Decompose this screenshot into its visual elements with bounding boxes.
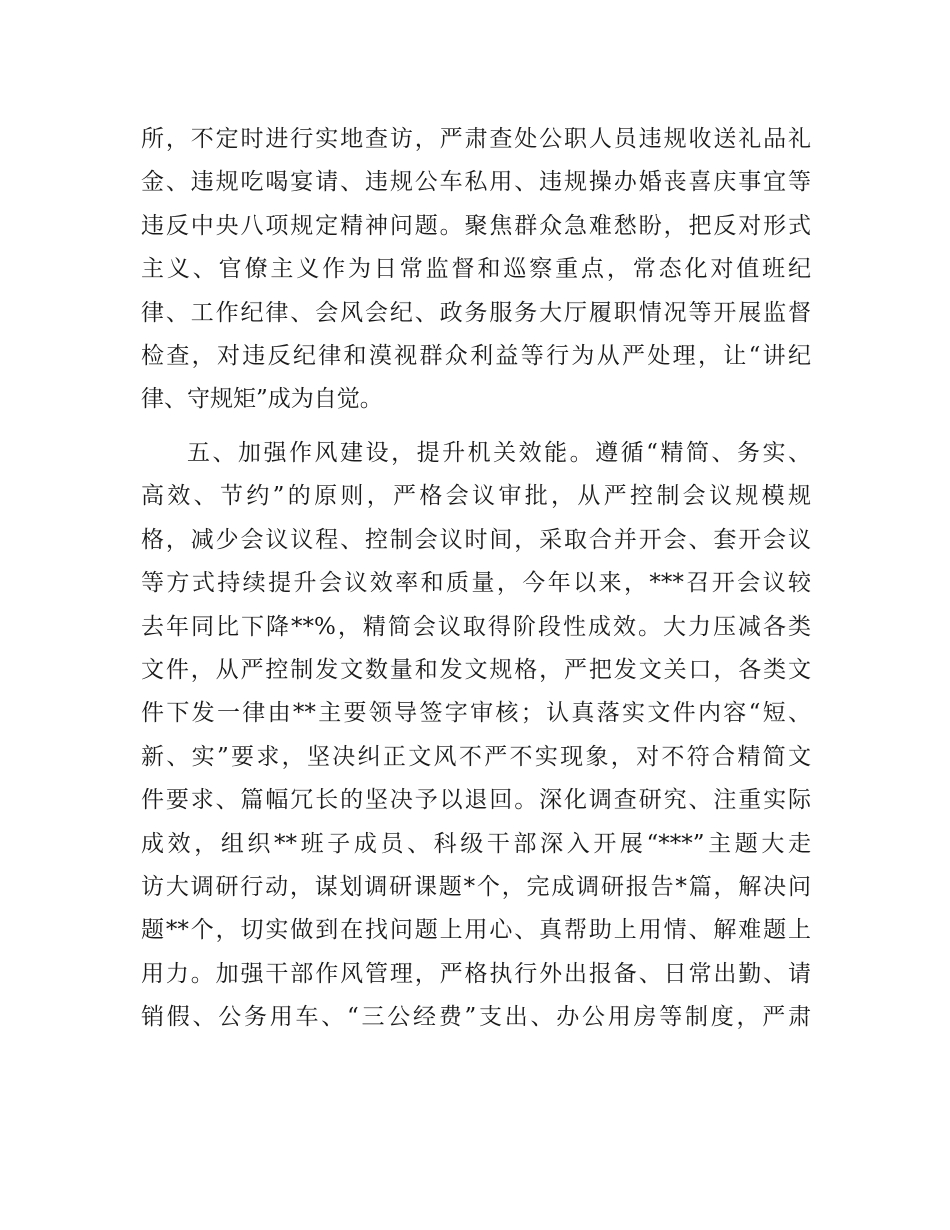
paragraph-2-line-12: 题**个，切实做到在找问题上用心、真帮助上用情、解难题上: [141, 917, 811, 944]
paragraph-2-line-14: 销假、公务用车、“三公经费”支出、办公用房等制度，严肃: [141, 1004, 811, 1031]
paragraph-2-line-13: 用力。加强干部作风管理，严格执行外出报备、日常出勤、请: [141, 960, 811, 987]
paragraph-2: [141, 432, 811, 1039]
paragraph-2-line-6: 文件，从严控制发文数量和发文规格，严把发文关口，各类文: [141, 656, 811, 683]
paragraph-2-line-5: 去年同比下降**%，精简会议取得阶段性成效。大力压减各类: [141, 613, 811, 640]
paragraph-1-line-6: 检查，对违反纪律和漠视群众利益等行为从严处理，让“讲纪: [141, 342, 811, 369]
paragraph-2-line-7: 件下发一律由**主要领导签字审核；认真落实文件内容“短、: [141, 700, 811, 727]
paragraph-2-line-4: 等方式持续提升会议效率和质量，今年以来，***召开会议较: [141, 570, 811, 597]
paragraph-1-line-1: 所，不定时进行实地查访，严肃查处公职人员违规收送礼品礼: [141, 126, 811, 152]
paragraph-1: [141, 118, 811, 422]
paragraph-2-line-2: 高效、节约”的原则，严格会议审批，从严控制会议规模规: [141, 483, 811, 510]
paragraph-1-line-7: 律、守规矩”成为自觉。: [141, 386, 383, 413]
paragraph-1-line-4: 主义、官僚主义作为日常监督和巡察重点，常态化对值班纪: [141, 256, 811, 283]
paragraph-1-line-3: 违反中央八项规定精神问题。聚焦群众急难愁盼，把反对形式: [141, 212, 811, 239]
paragraph-2-line-10: 成效，组织**班子成员、科级干部深入开展“***”主题大走: [141, 830, 811, 857]
paragraph-1-line-5: 律、工作纪律、会风会纪、政务服务大厅履职情况等开展监督: [141, 299, 811, 326]
paragraph-2-line-9: 件要求、篇幅冗长的坚决予以退回。深化调查研究、注重实际: [141, 787, 811, 814]
paragraph-2-line-11: 访大调研行动，谋划调研课题*个，完成调研报告*篇，解决问: [141, 873, 811, 900]
paragraph-2-line-1: 五、加强作风建设，提升机关效能。遵循“精简、务实、: [187, 440, 811, 466]
paragraph-2-line-3: 格，减少会议议程、控制会议时间，采取合并开会、套开会议: [141, 526, 811, 553]
paragraph-1-line-2: 金、违规吃喝宴请、违规公车私用、违规操办婚丧喜庆事宜等: [141, 169, 811, 196]
paragraph-2-line-8: 新、实”要求，坚决纠正文风不严不实现象，对不符合精简文: [141, 743, 811, 770]
